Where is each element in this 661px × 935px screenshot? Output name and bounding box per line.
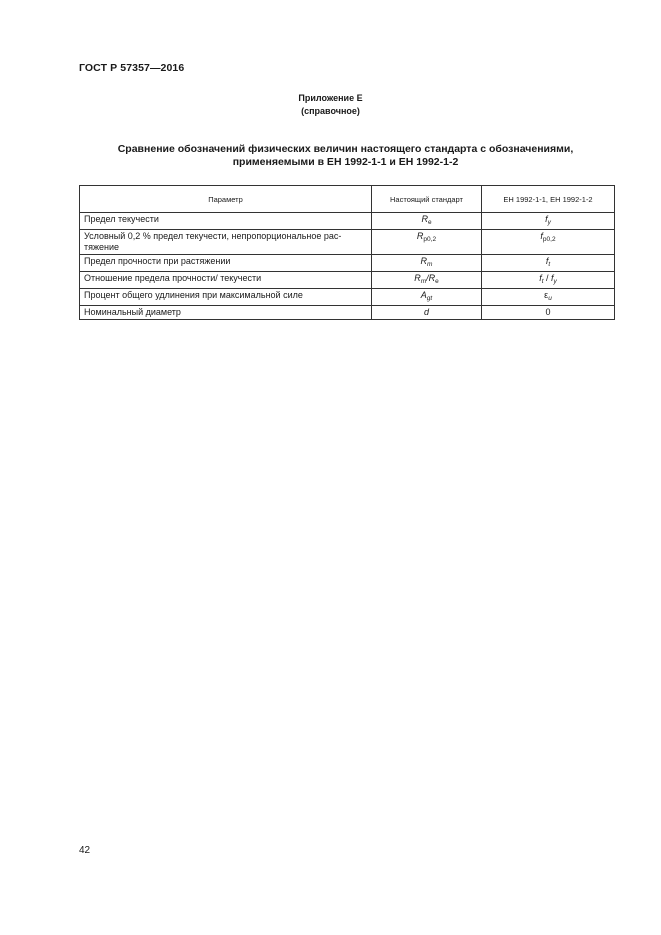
appendix-heading <box>0 92 661 118</box>
symbol-subscript: gt <box>426 295 433 302</box>
parameter-cell: Условный 0,2 % предел текучести, непропорциональное рас-тяжение <box>80 230 372 255</box>
page-number: 42 <box>79 845 91 856</box>
en-symbol-cell <box>482 306 615 320</box>
symbol-subscript: e <box>435 278 439 285</box>
en-symbol-cell <box>482 289 615 306</box>
symbol: f <box>545 214 548 224</box>
symbol-subscript: m <box>420 278 427 285</box>
symbol-subscript: t <box>541 278 544 285</box>
table-row <box>80 289 615 306</box>
parameter-cell: Предел прочности при растяжении <box>80 255 372 272</box>
symbol: 0 <box>545 307 551 317</box>
symbol: A <box>420 290 427 300</box>
en-symbol-cell <box>482 272 615 289</box>
en-symbol-cell <box>482 255 615 272</box>
table-header-row <box>80 186 615 213</box>
standard-symbol-cell <box>372 213 482 230</box>
symbol: f <box>551 273 554 283</box>
symbol-separator: / <box>426 273 429 283</box>
symbol-subscript: y <box>547 219 551 226</box>
title-line-2: применяемыми в ЕН 1992-1-1 и ЕН 1992-1-2 <box>232 156 459 168</box>
symbol-subscript: e <box>427 219 432 226</box>
symbol: R <box>421 214 428 224</box>
column-header-this-standard: Настоящий стандарт <box>372 186 482 213</box>
en-symbol-cell <box>482 213 615 230</box>
table-row <box>80 230 615 255</box>
title-line-1: Сравнение обозначений физических величин настоящего стандарта с обозначениями, <box>117 143 574 155</box>
en-symbol-cell <box>482 230 615 255</box>
document-code: ГОСТ Р 57357—2016 <box>79 62 185 74</box>
standard-symbol-cell <box>372 230 482 255</box>
symbol: f <box>540 231 543 241</box>
column-header-parameter: Параметр <box>80 186 372 213</box>
parameter-cell: Отношение предела прочности/ текучести <box>80 272 372 289</box>
column-header-en-standard: ЕН 1992-1-1, ЕН 1992-1-2 <box>482 186 615 213</box>
standard-symbol-cell <box>372 272 482 289</box>
symbol-subscript: y <box>553 278 557 285</box>
parameter-cell: Предел текучести <box>80 213 372 230</box>
symbol: ε <box>544 290 549 300</box>
symbols-comparison-table <box>79 185 615 320</box>
standard-symbol-cell <box>372 255 482 272</box>
symbol: R <box>420 256 428 266</box>
symbol: R <box>428 273 436 283</box>
table-row <box>80 213 615 230</box>
symbol-subscript: t <box>548 261 551 268</box>
symbol-subscript: m <box>427 261 433 268</box>
symbol: R <box>416 231 424 241</box>
table-row <box>80 272 615 289</box>
parameter-cell: Номинальный диаметр <box>80 306 372 320</box>
table-row <box>80 306 615 320</box>
parameter-cell: Процент общего удлинения при максимальной силе <box>80 289 372 306</box>
appendix-label: Приложение Е <box>298 93 363 103</box>
standard-symbol-cell <box>372 289 482 306</box>
table-row <box>80 255 615 272</box>
appendix-note: (справочное) <box>301 106 360 116</box>
symbol-subscript: p0,2 <box>542 236 556 243</box>
symbol: f <box>545 256 549 266</box>
symbol-separator: / <box>543 273 552 283</box>
symbol: R <box>414 273 421 283</box>
symbol-subscript: p0,2 <box>423 236 437 243</box>
standard-symbol-cell <box>372 306 482 320</box>
symbol: d <box>423 307 429 317</box>
symbol: f <box>539 273 542 283</box>
symbol-subscript: u <box>548 295 552 302</box>
section-title <box>90 143 601 169</box>
